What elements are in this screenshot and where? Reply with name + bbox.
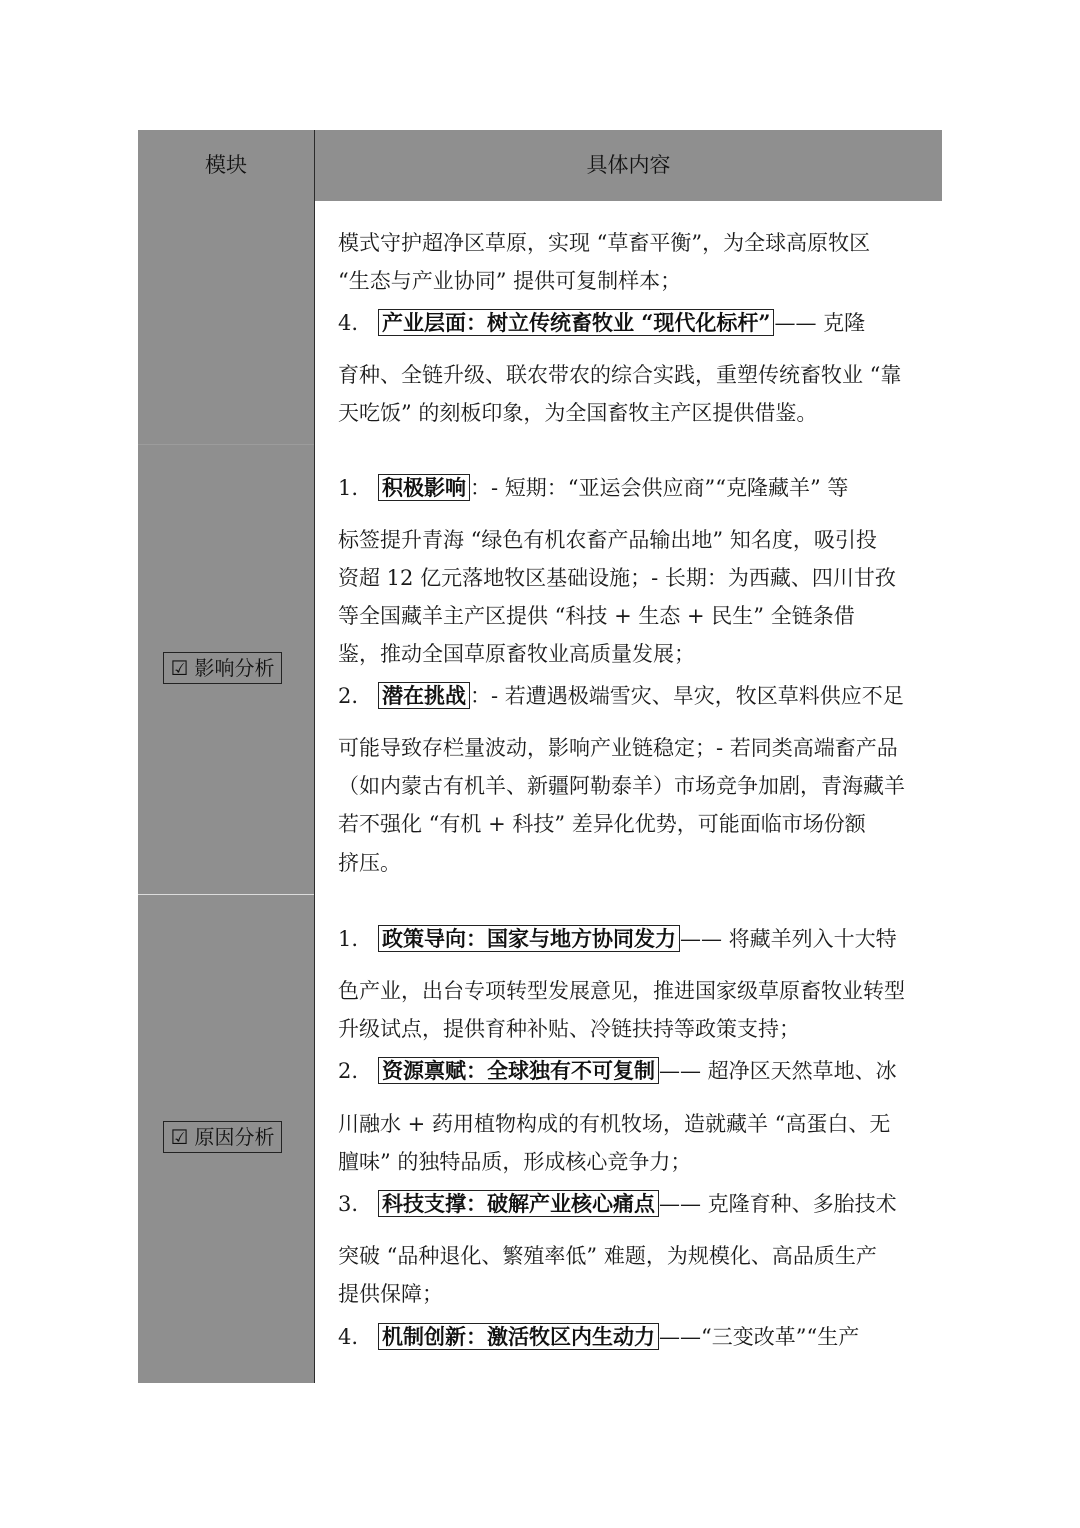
list-item (338, 1190, 918, 1218)
item-text: ：- 短期：“亚运会供应商”“克隆藏羊” 等 (470, 476, 849, 500)
row-divider (138, 444, 314, 445)
text-line: “生态与产业协同” 提供可复制样本； (338, 269, 682, 293)
text-line: 膻味” 的独特品质，形成核心竞争力； (338, 1150, 692, 1174)
text-line: 升级试点，提供育种补贴、冷链扶持等政策支持； (338, 1017, 800, 1041)
text-line: （如内蒙古有机羊、新疆阿勒泰羊）市场竞争加剧，青海藏羊 (338, 774, 905, 798)
item-heading: 积极影响 (378, 474, 470, 501)
list-item (338, 309, 918, 337)
text-line: 等全国藏羊主产区提供 “科技 + 生态 + 民生” 全链条借 (338, 604, 855, 628)
list-item (338, 1323, 918, 1351)
item-number: 2. (338, 1059, 359, 1083)
item-heading: 科技支撑：破解产业核心痛点 (378, 1190, 659, 1217)
text-line: 资超 12 亿元落地牧区基础设施；- 长期：为西藏、四川甘孜 (338, 566, 896, 590)
text-line: 育种、全链升级、联农带农的综合实践，重塑传统畜牧业 “靠 (338, 363, 902, 387)
text-line: 川融水 + 药用植物构成的有机牧场，造就藏羊 “高蛋白、无 (338, 1112, 891, 1136)
item-heading: 潜在挑战 (378, 682, 470, 709)
row-divider (138, 894, 314, 895)
list-item (338, 1057, 918, 1085)
item-number: 1. (338, 927, 359, 951)
checkbox-icon: ☑ (170, 656, 189, 680)
text-line: 模式守护超净区草原，实现 “草畜平衡”，为全球高原牧区 (338, 231, 871, 255)
item-number: 4. (338, 1325, 359, 1349)
header-module: 模块 (205, 153, 247, 177)
item-heading: 资源禀赋：全球独有不可复制 (378, 1057, 659, 1084)
module-column (138, 130, 314, 1383)
header-content: 具体内容 (586, 153, 671, 177)
list-item (338, 925, 918, 953)
list-item (338, 682, 918, 710)
section-label-text: 原因分析 (194, 1125, 275, 1149)
item-text: ：- 若遭遇极端雪灾、旱灾，牧区草料供应不足 (470, 684, 904, 708)
section-label-cause (163, 1121, 282, 1153)
text-line: 鉴，推动全国草原畜牧业高质量发展； (338, 642, 695, 666)
text-line: 标签提升青海 “绿色有机农畜产品输出地” 知名度，吸引投 (338, 528, 877, 552)
checkbox-icon: ☑ (170, 1125, 189, 1149)
item-heading: 政策导向：国家与地方协同发力 (378, 925, 680, 952)
text-line: 可能导致存栏量波动，影响产业链稳定；- 若同类高端畜产品 (338, 736, 898, 760)
item-text: —— 克隆 (774, 311, 866, 335)
column-divider (314, 130, 315, 1383)
item-heading: 产业层面：树立传统畜牧业 “现代化标杆” (378, 309, 774, 336)
text-line: 若不强化 “有机 + 科技” 差异化优势，可能面临市场份额 (338, 812, 866, 836)
text-line: 提供保障； (338, 1282, 443, 1306)
section-label-impact (163, 652, 282, 684)
text-line: 挤压。 (338, 851, 401, 875)
text-line: 突破 “品种退化、繁殖率低” 难题，为规模化、高品质生产 (338, 1244, 877, 1268)
item-text: —— 超净区天然草地、冰 (659, 1059, 897, 1083)
item-number: 2. (338, 684, 359, 708)
item-number: 1. (338, 476, 359, 500)
item-text: —— 将藏羊列入十大特 (680, 927, 897, 951)
text-line: 色产业，出台专项转型发展意见，推进国家级草原畜牧业转型 (338, 979, 905, 1003)
section-label-text: 影响分析 (194, 656, 275, 680)
item-number: 3. (338, 1192, 359, 1216)
item-text: —— 克隆育种、多胎技术 (659, 1192, 897, 1216)
item-number: 4. (338, 311, 359, 335)
item-heading: 机制创新：激活牧区内生动力 (378, 1323, 659, 1350)
item-text: ——“三变改革”“生产 (659, 1325, 860, 1349)
text-line: 天吃饭” 的刻板印象，为全国畜牧主产区提供借鉴。 (338, 401, 818, 425)
list-item (338, 474, 918, 502)
